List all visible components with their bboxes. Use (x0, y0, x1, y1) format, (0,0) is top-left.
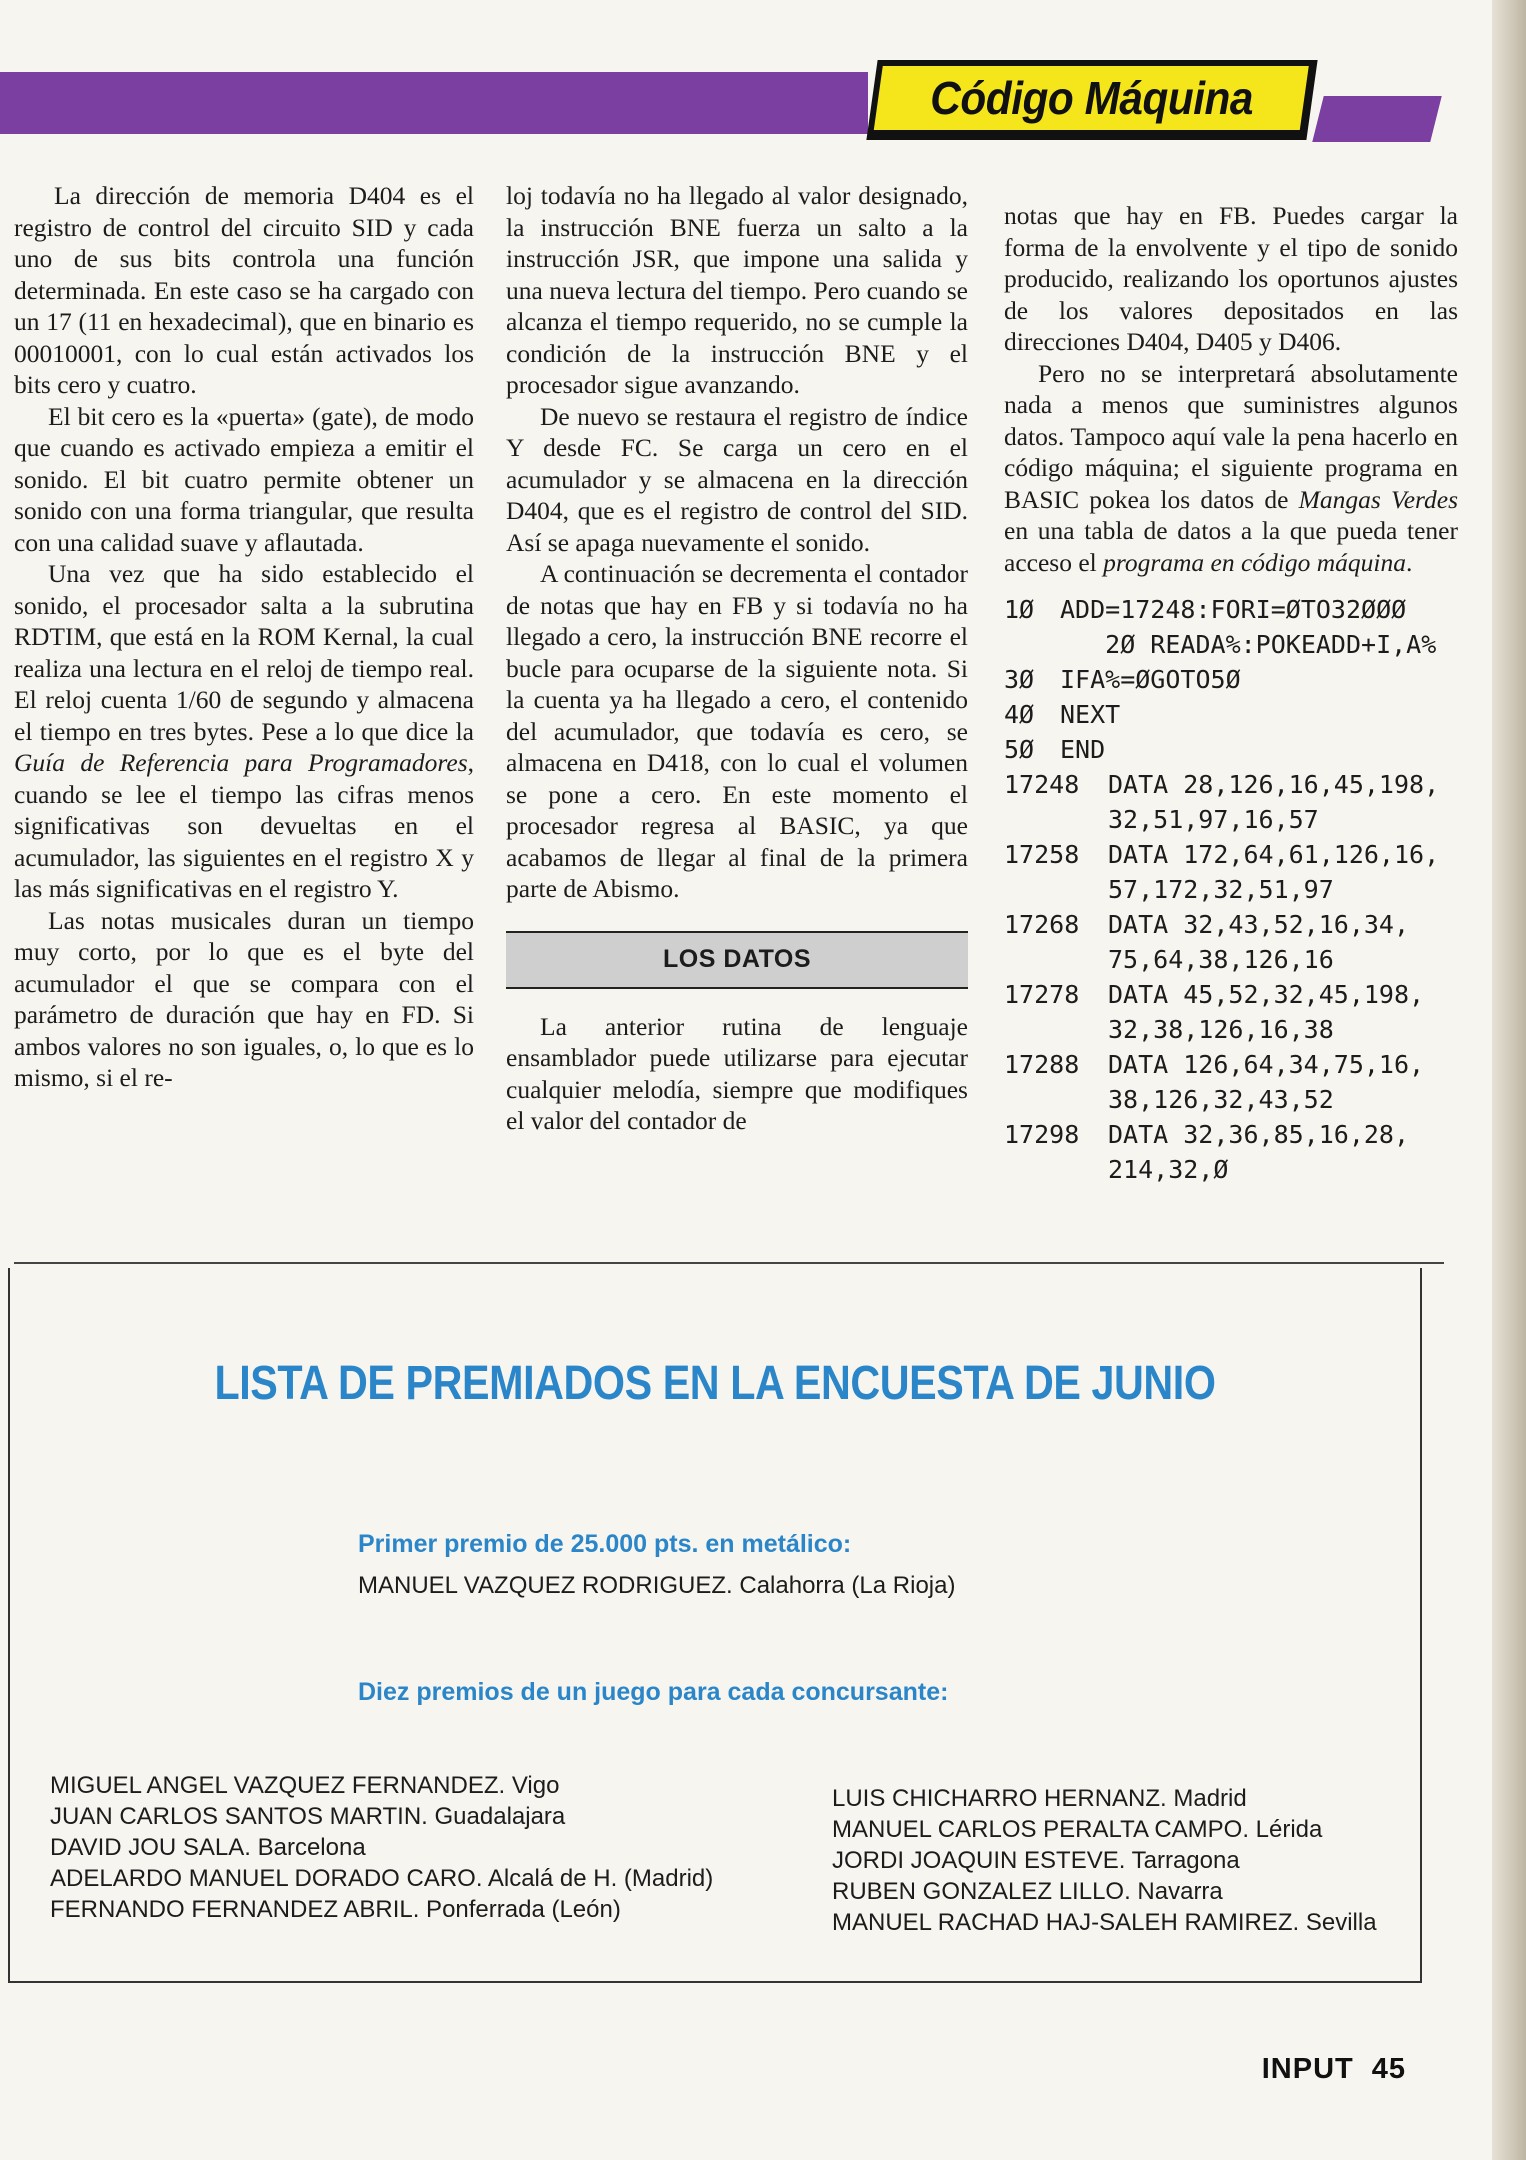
paragraph: Las notas musicales duran un tiempo muy corto, por lo que es el byte del acumulador el que se compara con el parámetro de duración que hay en FD. Si ambos valores no son iguales, o, lo que es lo mismo, si el re- (14, 905, 474, 1092)
song-title: Mangas Verdes (1298, 484, 1459, 514)
line-code: 2Ø READA%:POKEADD+I,A% (1060, 630, 1437, 659)
paragraph: A continuación se decrementa el contador de notas que hay en FB y si todavía no ha llegado a cero, la instrucción BNE recorre el bucle para ocuparse de la siguiente nota. Si la cuenta ya ha llegado a cero, el contenido del acumulador, que todavía es cero, se almacena en D418, con lo cual el volumen se pone a cero. En este momento el procesador regresa al BASIC, ya que acabamos de llegar al final de la primera parte de Abismo. (506, 559, 968, 903)
line-code: DATA 28,126,16,45,198, (1108, 770, 1440, 799)
winner-entry: ADELARDO MANUEL DORADO CARO. Alcalá de H. (Madrid) (50, 1865, 714, 1892)
listing-line (1004, 662, 1458, 697)
listing-line (1004, 837, 1458, 872)
listing-line (1004, 767, 1458, 802)
winner-entry: MANUEL RACHAD HAJ-SALEH RAMIREZ. Sevilla (832, 1909, 1377, 1936)
paragraph: De nuevo se restaura el registro de índice Y desde FC. Se carga un cero en el acumulador y se almacena en la dirección D404, que es el registro de control del SID. Así se apaga nuevamente el sonido. (506, 401, 968, 557)
winner-entry: RUBEN GONZALEZ LILLO. Navarra (832, 1878, 1223, 1905)
header-stripe-right (1312, 96, 1441, 142)
listing-line (1004, 1117, 1458, 1152)
section-badge (866, 60, 1317, 140)
listing-line (1004, 1047, 1458, 1082)
book-title: Guía de Referencia para Programadores (14, 748, 468, 777)
section-title: Código Máquina (929, 72, 1253, 124)
line-number: 17268 (1004, 910, 1080, 939)
listing-line (1004, 907, 1458, 942)
section-heading: LOS DATOS (662, 944, 812, 973)
winner-entry: FERNANDO FERNANDEZ ABRIL. Ponferrada (León) (50, 1896, 621, 1923)
paragraph: notas que hay en FB. Puedes cargar la forma de la envolvente y el tipo de sonido producido, realizando los oportunos ajustes de los valores depositados en las direcciones D404, D405 y D406. (1004, 201, 1458, 356)
winner-entry: MIGUEL ANGEL VAZQUEZ FERNANDEZ. Vigo (50, 1772, 560, 1799)
listing-continuation: 38,126,32,43,52 (1108, 1085, 1334, 1114)
paragraph (14, 558, 474, 905)
section-badge-inner (874, 66, 1309, 130)
line-code: DATA 32,43,52,16,34, (1108, 910, 1410, 939)
winners-right-list (832, 1783, 1377, 1938)
listing-line (1004, 732, 1458, 767)
paragraph: El bit cero es la «puerta» (gate), de modo que cuando es activado empieza a emitir el sonido. El bit cuatro permite obtener un sonido con una forma triangular, que resulta con una calidad suave y aflautada. (14, 401, 474, 557)
page-footer (1244, 2053, 1406, 2086)
line-number: 5Ø (1004, 735, 1035, 764)
line-number: 17298 (1004, 1120, 1080, 1149)
line-code: DATA 172,64,61,126,16, (1108, 840, 1440, 869)
line-number: 17278 (1004, 980, 1080, 1009)
listing-continuation: 32,51,97,16,57 (1108, 805, 1319, 834)
line-code: DATA 126,64,34,75,16, (1108, 1050, 1425, 1079)
winners-left-list (50, 1770, 713, 1925)
line-number (1004, 627, 1060, 662)
listing-line (1004, 627, 1458, 662)
line-code: IFA%=ØGOTO5Ø (1060, 665, 1241, 694)
paragraph (1004, 358, 1458, 579)
paragraph: La dirección de memoria D404 es el registro de control del circuito SID y cada uno de sus bits controla una función determinada. En este caso se ha cargado con un 17 (11 en hexadecimal), que en binario es 00010001, con lo cual están activados los bits cero y cuatro. (14, 181, 474, 399)
listing-line (1004, 977, 1458, 1012)
line-number: 17248 (1004, 770, 1080, 799)
text-run: en una tabla de datos a la que pueda tener acceso el (1004, 516, 1458, 577)
divider (14, 1262, 1444, 1264)
line-number: 17288 (1004, 1050, 1080, 1079)
line-code: ADD=17248:FORI=ØTO32ØØØ (1060, 595, 1407, 624)
line-code: NEXT (1060, 700, 1121, 729)
first-prize-heading: Primer premio de 25.000 pts. en metálico: (358, 1530, 852, 1558)
listing-continuation: 57,172,32,51,97 (1108, 875, 1334, 904)
program-name: programa en código máquina (1103, 547, 1407, 577)
page-number: 45 (1371, 2053, 1406, 2085)
line-number: 1Ø (1004, 595, 1035, 624)
basic-listing (1004, 592, 1458, 1187)
winner-entry: LUIS CHICHARRO HERNANZ. Madrid (832, 1785, 1247, 1812)
header-stripe (0, 72, 868, 134)
page-edge (1492, 0, 1526, 2160)
line-code: END (1060, 735, 1106, 764)
article-column-2 (506, 180, 968, 1137)
article-column-1 (14, 180, 474, 1094)
line-number: 17258 (1004, 840, 1080, 869)
line-number: 4Ø (1004, 700, 1035, 729)
awards-title: LISTA DE PREMIADOS EN LA ENCUESTA DE JUNIO (214, 1357, 1216, 1410)
listing-line (1004, 592, 1458, 627)
magazine-name: INPUT (1261, 2053, 1354, 2085)
line-number: 3Ø (1004, 665, 1035, 694)
section-heading-box (506, 931, 968, 989)
listing-continuation: 214,32,Ø (1108, 1155, 1229, 1184)
text-run: . (1406, 547, 1413, 577)
winner-entry: JUAN CARLOS SANTOS MARTIN. Guadalajara (50, 1803, 566, 1830)
paragraph: loj todavía no ha llegado al valor designado, la instrucción BNE fuerza un salto a la instrucción JSR, que impone una salida y una nueva lectura del tiempo. Pero cuando se alcanza el tiempo requerido, no se cumple la condición de la instrucción BNE y el procesador sigue avanzando. (506, 181, 968, 399)
first-prize-winner: MANUEL VAZQUEZ RODRIGUEZ. Calahorra (La Rioja) (358, 1572, 956, 1599)
line-code: DATA 32,36,85,16,28, (1108, 1120, 1410, 1149)
line-code: DATA 45,52,32,45,198, (1108, 980, 1425, 1009)
text-run: Pero no se interpretará absolutamente nada a menos que suministres algunos datos. Tampoco aquí vale la pena hacerlo en código máquina; el siguiente programa en BASIC pokea los datos de (1004, 358, 1458, 514)
text-run: Una vez que ha sido establecido el sonido, el procesador salta a la subrutina RDTIM, que está en la ROM Kernal, la cual realiza una lectura en el reloj de tiempo real. El reloj cuenta 1/60 de segundo y almacena el tiempo en tres bytes. Pese a lo que dice la (14, 559, 474, 746)
text-run: , cuando se lee el tiempo las cifras menos significativas son devueltas en el acumulador, las siguientes en el registro X y las más significativas en el registro Y. (14, 748, 474, 903)
awards-box (8, 1268, 1422, 1983)
ten-prizes-heading: Diez premios de un juego para cada concursante: (358, 1678, 949, 1706)
paragraph: La anterior rutina de lenguaje ensamblador puede utilizarse para ejecutar cualquier melodía, siempre que modifiques el valor del contador de (506, 1011, 968, 1135)
listing-line (1004, 697, 1458, 732)
winner-entry: DAVID JOU SALA. Barcelona (50, 1834, 366, 1861)
listing-continuation: 32,38,126,16,38 (1108, 1015, 1334, 1044)
article-column-3 (1004, 200, 1458, 1187)
listing-continuation: 75,64,38,126,16 (1108, 945, 1334, 974)
winner-entry: MANUEL CARLOS PERALTA CAMPO. Lérida (832, 1816, 1323, 1843)
winner-entry: JORDI JOAQUIN ESTEVE. Tarragona (832, 1847, 1240, 1874)
